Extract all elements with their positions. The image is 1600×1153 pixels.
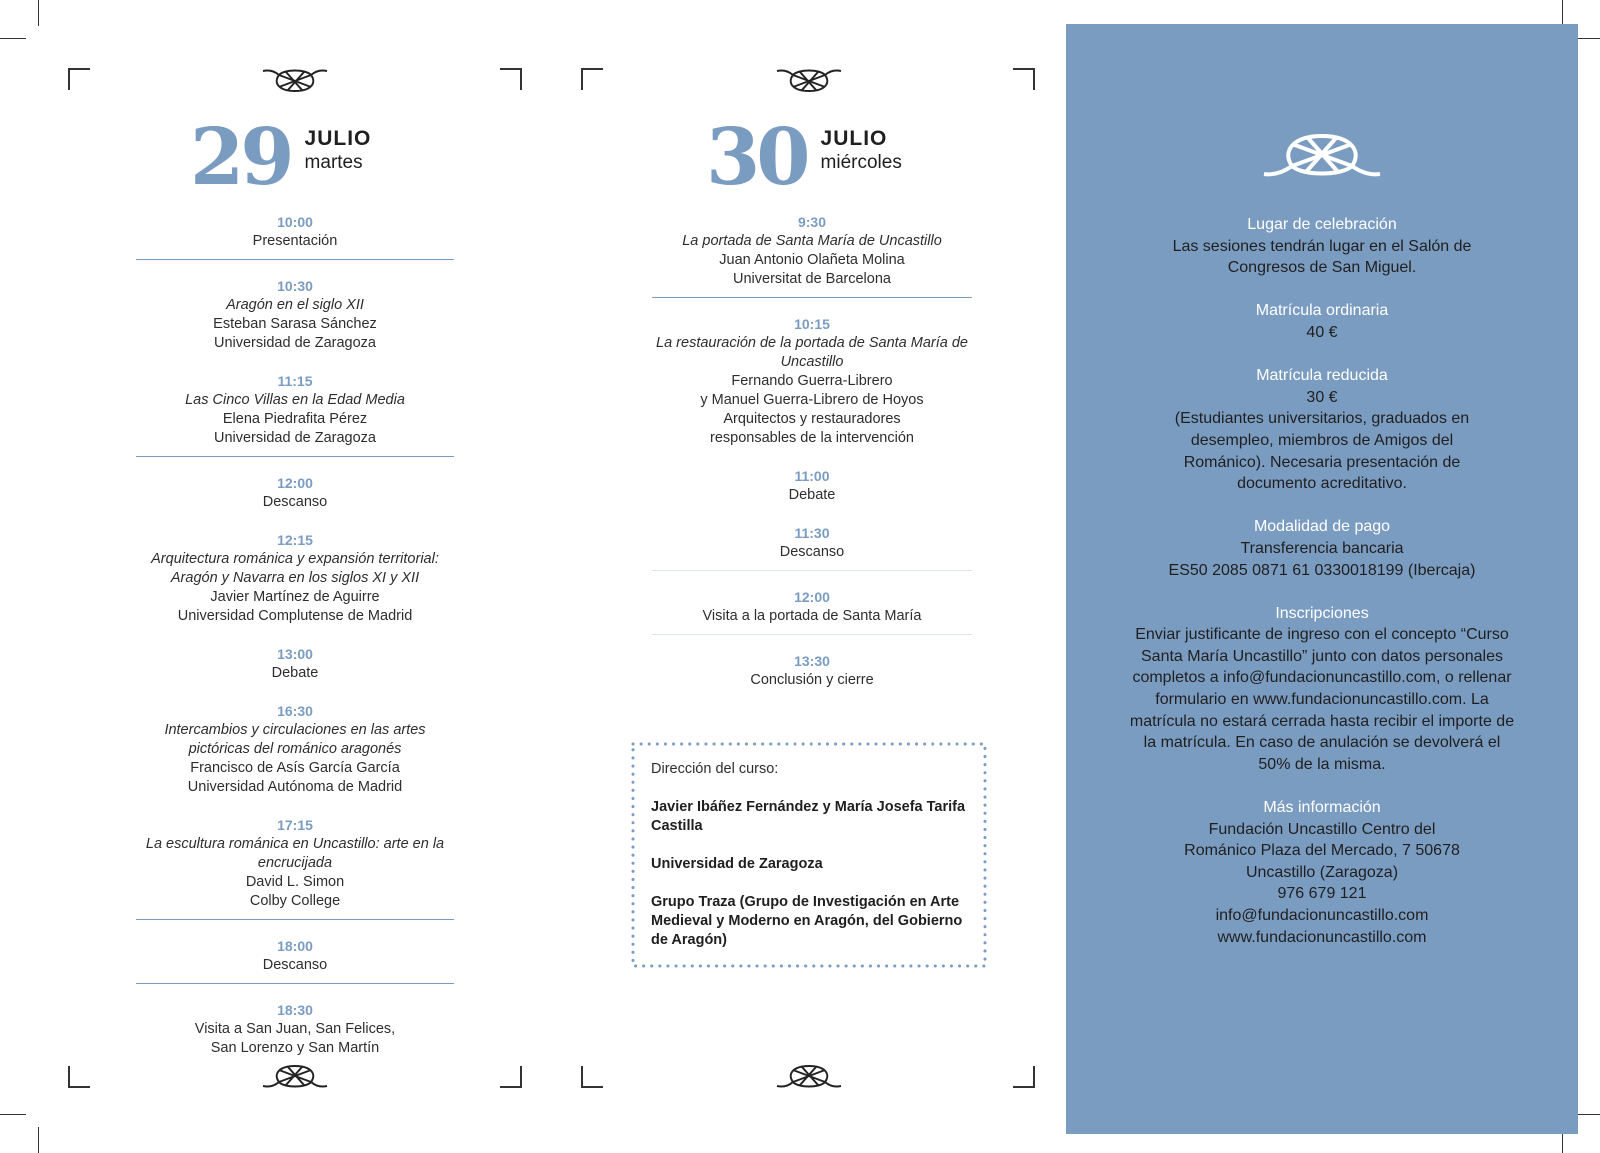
- trim-mark: [0, 1114, 26, 1115]
- program-line: responsables de la intervención: [710, 430, 914, 446]
- program-item: [652, 315, 972, 448]
- payment-heading: Modalidad de pago: [1253, 518, 1391, 536]
- course-direction-box: [631, 742, 987, 968]
- program-time: 16:30: [277, 703, 313, 719]
- day1-column: [136, 0, 454, 1100]
- program-time: 12:00: [794, 589, 830, 605]
- program-time: 11:15: [277, 373, 313, 389]
- program-item: [136, 702, 454, 797]
- program-time: 11:30: [794, 525, 830, 541]
- direction-university: Universidad de Zaragoza: [651, 856, 823, 872]
- reduced-fee-value: 30 €: [1306, 388, 1338, 406]
- program-title: Aragón en el siglo XII: [226, 297, 364, 313]
- program-time: 17:15: [277, 817, 313, 833]
- program-line: Presentación: [252, 233, 338, 249]
- more-info-web[interactable]: www.fundacionuncastillo.com: [1217, 928, 1427, 946]
- corner-mark: [581, 1066, 603, 1088]
- day2-weekday: miércoles: [820, 152, 902, 173]
- program-line: Debate: [271, 665, 319, 681]
- day2-column: [652, 0, 972, 720]
- corner-mark: [500, 1066, 522, 1088]
- corner-mark: [68, 68, 90, 90]
- program-title: Las Cinco Villas en la Edad Media: [185, 392, 405, 408]
- program-line: Universidad de Zaragoza: [213, 335, 376, 351]
- corner-mark: [581, 68, 603, 90]
- program-item: [136, 1001, 454, 1058]
- more-info-heading: Más información: [1263, 799, 1381, 817]
- day2-number: 30: [706, 112, 807, 203]
- program-item: [652, 213, 972, 298]
- fee-heading: Matrícula ordinaria: [1255, 302, 1389, 320]
- more-info-phone: 976 679 121: [1277, 885, 1367, 903]
- program-time: 11:00: [794, 468, 830, 484]
- program-item: [652, 524, 972, 571]
- direction-label: Dirección del curso:: [651, 761, 779, 777]
- program-item: [136, 645, 454, 683]
- program-line: Descanso: [779, 544, 845, 560]
- day1-header: [190, 112, 372, 203]
- dotted-border: [631, 742, 987, 968]
- program-item: [136, 474, 454, 512]
- program-time: 13:00: [277, 646, 313, 662]
- program-time: 10:00: [277, 214, 313, 230]
- program-time: 12:15: [277, 532, 313, 548]
- program-line: San Lorenzo y San Martín: [210, 1040, 380, 1056]
- day1-weekday: martes: [304, 152, 363, 173]
- corner-mark: [500, 68, 522, 90]
- program-line: Colby College: [249, 893, 341, 909]
- fee-value: 40 €: [1306, 323, 1338, 341]
- program-line: David L. Simon: [245, 874, 345, 890]
- info-text: [1066, 214, 1578, 948]
- program-item: [652, 588, 972, 635]
- program-line: Visita a la portada de Santa María: [702, 608, 922, 624]
- program-item: [136, 213, 454, 260]
- corner-mark: [1013, 68, 1035, 90]
- direction-directors: Javier Ibáñez Fernández y María Josefa Tarifa Castilla: [651, 799, 966, 834]
- day2-header: [706, 112, 902, 203]
- program-line: Esteban Sarasa Sánchez: [213, 316, 377, 332]
- program-item: [136, 372, 454, 457]
- program-line: y Manuel Guerra-Librero de Hoyos: [700, 392, 924, 408]
- trim-mark: [0, 38, 26, 39]
- info-panel: [1066, 24, 1578, 1134]
- program-line: Visita a San Juan, San Felices,: [194, 1021, 396, 1037]
- program-time: 10:15: [794, 316, 830, 332]
- payment-iban: ES50 2085 0871 61 0330018199 (Ibercaja): [1168, 561, 1476, 579]
- program-item: [136, 816, 454, 920]
- day2-month: JULIO: [820, 127, 888, 150]
- day1-number: 29: [190, 112, 291, 203]
- program-time: 18:00: [277, 938, 313, 954]
- reduced-fee-note: (Estudiantes universitarios, graduados en desempleo, miembros de Amigos del Románico). Necesaria presentación de documento acreditativo.: [1174, 410, 1470, 493]
- knot-icon: [1262, 132, 1382, 178]
- knot-icon: [776, 1064, 842, 1090]
- signup-heading: Inscripciones: [1275, 604, 1369, 622]
- program-title: La escultura románica en Uncastillo: arte en la encrucijada: [145, 836, 445, 871]
- program-line: Elena Piedrafita Pérez: [222, 411, 368, 427]
- program-time: 12:00: [277, 475, 313, 491]
- program-line: Javier Martínez de Aguirre: [210, 589, 380, 605]
- trim-mark: [38, 1127, 39, 1153]
- program-line: Francisco de Asís García García: [190, 760, 400, 776]
- program-line: Arquitectos y restauradores: [723, 411, 901, 427]
- day2-program: [652, 213, 972, 690]
- trim-mark: [38, 0, 39, 26]
- program-time: 18:30: [277, 1002, 313, 1018]
- program-time: 13:30: [794, 653, 830, 669]
- program-time: 10:30: [277, 278, 313, 294]
- venue-text: Las sesiones tendrán lugar en el Salón de Congresos de San Miguel.: [1172, 237, 1472, 277]
- venue-heading: Lugar de celebración: [1247, 216, 1397, 233]
- program-line: Universidad Autónoma de Madrid: [187, 779, 403, 795]
- program-item: [652, 652, 972, 690]
- program-item: [652, 467, 972, 505]
- program-title: La restauración de la portada de Santa María de Uncastillo: [656, 335, 968, 370]
- program-item: [136, 937, 454, 984]
- more-info-email[interactable]: info@fundacionuncastillo.com: [1215, 907, 1429, 924]
- program-line: Fernando Guerra-Librero: [731, 373, 893, 389]
- program-title: Intercambios y circulaciones en las artes pictóricas del románico aragonés: [164, 722, 426, 757]
- program-item: [136, 277, 454, 353]
- day1-month: JULIO: [304, 127, 372, 150]
- program-line: Juan Antonio Olañeta Molina: [719, 252, 905, 268]
- signup-text: Enviar justificante de ingreso con el concepto “Curso Santa María Uncastillo” junto con datos personales completos a info@fundacionuncastillo.com, o rellenar formulario en www.fundacionuncastillo.com. La matrícula no estará cerrada hasta recibir el importe de la matrícula. En caso de anulación se devolverá el 50% de la misma.: [1129, 626, 1515, 773]
- program-line: Debate: [788, 487, 836, 503]
- more-info-org: Fundación Uncastillo Centro del Románico Plaza del Mercado, 7 50678 Uncastillo (Zaragoza): [1184, 820, 1460, 881]
- corner-mark: [68, 1066, 90, 1088]
- program-time: 9:30: [797, 214, 827, 230]
- corner-mark: [1013, 1066, 1035, 1088]
- direction-group: Grupo Traza (Grupo de Investigación en Arte Medieval y Moderno en Aragón, del Gobierno de Aragón): [651, 894, 963, 948]
- program-title: Arquitectura románica y expansión territorial: Aragón y Navarra en los siglos XI y XII: [151, 551, 439, 586]
- program-line: Universitat de Barcelona: [733, 271, 891, 287]
- program-line: Descanso: [262, 957, 328, 973]
- program-line: Conclusión y cierre: [750, 672, 874, 688]
- day1-program: [136, 213, 454, 1058]
- trim-mark: [1562, 0, 1563, 26]
- program-item: [136, 531, 454, 626]
- program-line: Descanso: [262, 494, 328, 510]
- reduced-fee-heading: Matrícula reducida: [1256, 367, 1388, 385]
- program-title: La portada de Santa María de Uncastillo: [682, 233, 942, 249]
- program-line: Universidad Complutense de Madrid: [177, 608, 413, 624]
- program-line: Universidad de Zaragoza: [213, 430, 376, 446]
- payment-method: Transferencia bancaria: [1240, 539, 1404, 557]
